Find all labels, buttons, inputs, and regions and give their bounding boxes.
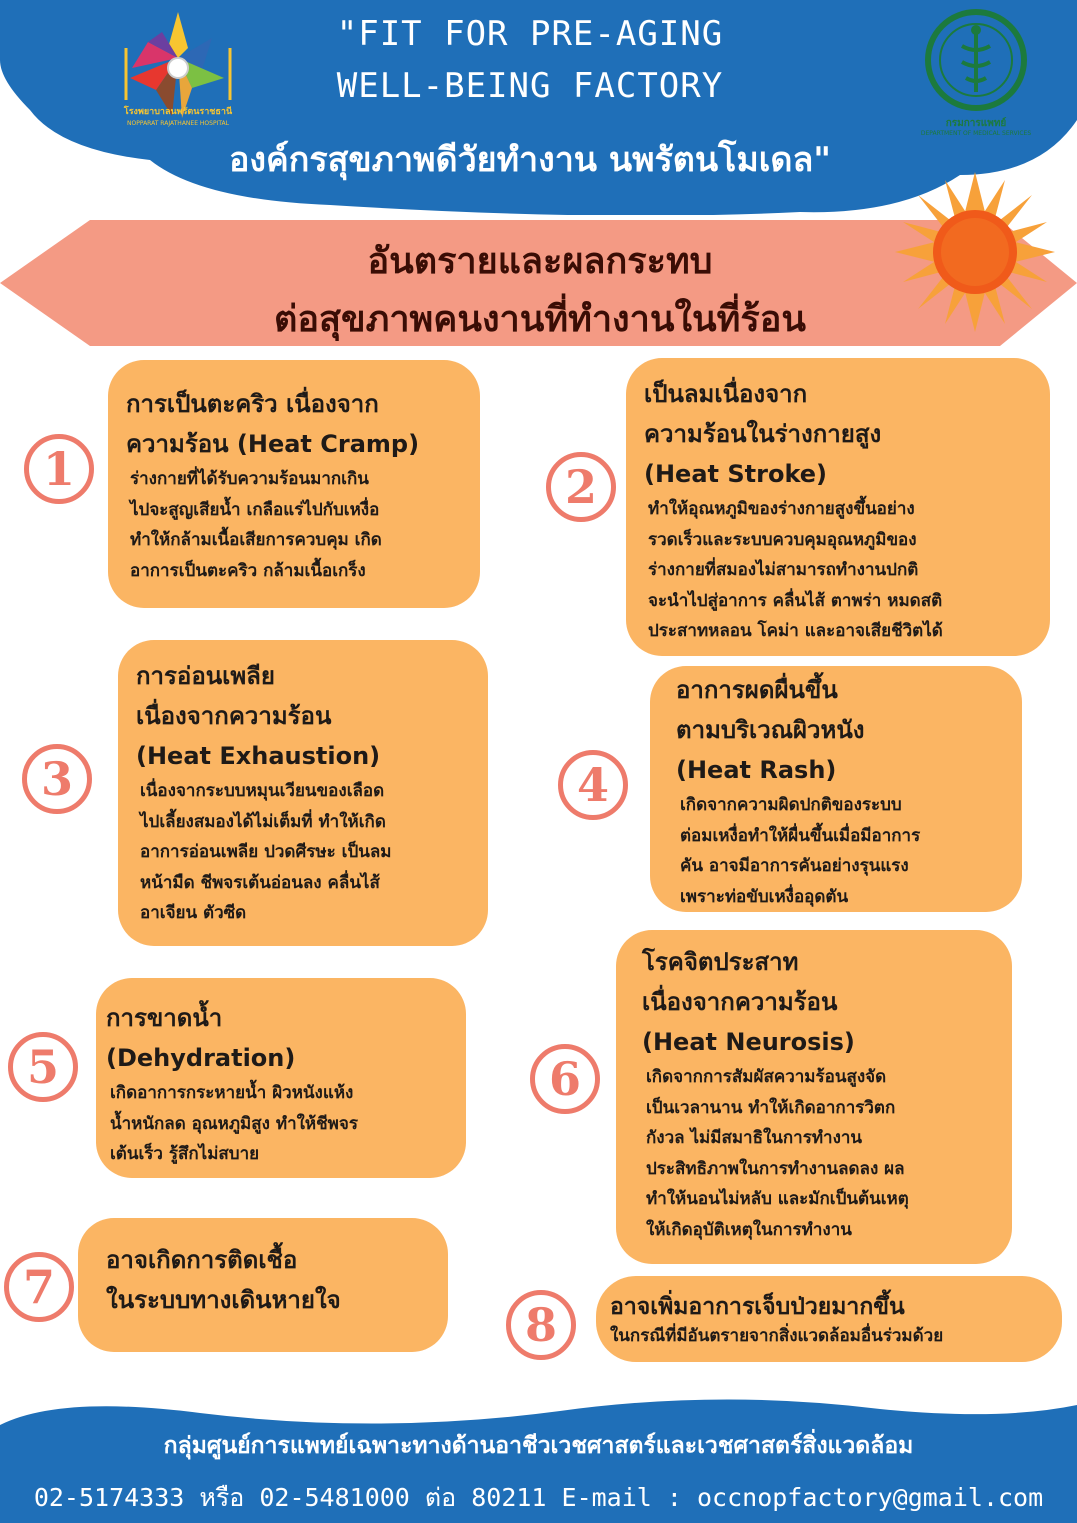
banner-title-line-2: ต่อสุขภาพคนงานที่ทำงานในที่ร้อน [274, 299, 806, 340]
hazard-card-body: ทำให้อุณหภูมิของร่างกายสูงขึ้นอย่าง รวดเร็วและระบบควบคุมอุณหภูมิของ ร่างกายที่สมองไม่สามารถทำงานปกติ จะนำไปสู่อาการ คลื่นไส้ ตาพร่า หมดสติ ประสาทหลอน โคม่า และอาจเสียชีวิตได้ [648, 499, 943, 641]
hazard-number-8: 8 [506, 1290, 576, 1360]
hazard-card-2 [626, 358, 1050, 656]
hazard-card-body: เกิดจากความผิดปกติของระบบ ต่อมเหงื่อทำให้ผื่นขึ้นเมื่อมีอาการ คัน อาจมีอาการคันอย่างรุนแรง เพราะท่อขับเหงื่ออุดตัน [680, 795, 921, 907]
hazard-card-title: การเป็นตะคริว เนื่องจาก ความร้อน (Heat Cramp) [126, 390, 420, 458]
hazard-card-title: อาการผดผื่นขึ้น ตามบริเวณผิวหนัง (Heat Rash) [676, 676, 865, 784]
hazard-card-title: อาจเกิดการติดเชื้อ ในระบบทางเดินหายใจ [106, 1246, 341, 1314]
footer-contact: 02-5174333 หรือ 02-5481000 ต่อ 80211 E-mail : occnopfactory@gmail.com [33, 1483, 1044, 1512]
header-title-line-2: WELL-BEING FACTORY [336, 66, 724, 106]
hazard-card-8 [596, 1276, 1062, 1362]
hazard-card-title: อาจเพิ่มอาการเจ็บป่วยมากขึ้น [610, 1294, 905, 1320]
department-logo-text: กรมการแพทย์ [945, 118, 1007, 129]
header-title-line-1: "FIT FOR PRE-AGING [336, 14, 724, 54]
hazard-number-2: 2 [546, 452, 616, 522]
hazard-card-body: เกิดอาการกระหายน้ำ ผิวหนังแห้ง น้ำหนักลด อุณหภูมิสูง ทำให้ชีพจร เต้นเร็ว รู้สึกไม่สบาย [110, 1083, 358, 1164]
hazard-card-title: เป็นลมเนื่องจาก ความร้อนในร่างกายสูง (Heat Stroke) [644, 380, 882, 488]
banner-title-line-1: อันตรายและผลกระทบ [367, 241, 713, 282]
hazard-card-5 [96, 978, 466, 1178]
hazard-card-4 [650, 666, 1022, 912]
hazard-number-3: 3 [22, 744, 92, 814]
footer-organization: กลุ่มศูนย์การแพทย์เฉพาะทางด้านอาชีวเวชศาสตร์และเวชศาสตร์สิ่งแวดล้อม [163, 1433, 914, 1459]
hazard-number-6: 6 [530, 1044, 600, 1114]
hazard-number-7: 7 [4, 1252, 74, 1322]
sun-icon [895, 172, 1055, 332]
hospital-logo [112, 8, 244, 134]
department-logo [912, 6, 1040, 140]
hazard-card-7 [78, 1218, 448, 1352]
hazard-card-body: เนื่องจากระบบหมุนเวียนของเลือด ไปเลี้ยงสมองได้ไม่เต็มที่ ทำให้เกิด อาการอ่อนเพลีย ปวดศีรษะ เป็นลม หน้ามืด ชีพจรเต้นอ่อนลง คลื่นไส้ อาเจียน ตัวซีด [140, 781, 392, 923]
hospital-logo-text: โรงพยาบาลนพรัตนราชธานี [123, 107, 233, 117]
department-logo-subtext: DEPARTMENT OF MEDICAL SERVICES [920, 130, 1032, 137]
hazard-card-body: ร่างกายที่ได้รับความร้อนมากเกิน ไปจะสูญเสียน้ำ เกลือแร่ไปกับเหงื่อ ทำให้กล้ามเนื้อเสียการควบคุม เกิด อาการเป็นตะคริว กล้ามเนื้อเกร็ง [130, 469, 382, 581]
hazard-card-3 [118, 640, 488, 946]
hazard-card-title: การขาดน้ำ (Dehydration) [106, 1004, 296, 1072]
hazard-card-title: การอ่อนเพลีย เนื่องจากความร้อน (Heat Exhaustion) [136, 662, 381, 770]
hazard-card-body: เกิดจากการสัมผัสความร้อนสูงจัด เป็นเวลานาน ทำให้เกิดอาการวิตก กังวล ไม่มีสมาธิในการทำงาน ประสิทธิภาพในการทำงานลดลง ผล ทำให้นอนไม่หลับ และมักเป็นต้นเหตุ ให้เกิดอุบัติเหตุในการทำงาน [646, 1067, 909, 1240]
hazard-card-1 [108, 360, 480, 608]
header-title-thai: องค์กรสุขภาพดีวัยทำงาน นพรัตนโมเดล" [228, 140, 832, 180]
hazard-number-1: 1 [24, 434, 94, 504]
hazard-card-title: โรคจิตประสาท เนื่องจากความร้อน (Heat Neurosis) [642, 948, 855, 1056]
hazard-number-4: 4 [558, 750, 628, 820]
hospital-logo-subtext: NOPPARAT RAJATHANEE HOSPITAL [127, 120, 229, 127]
hazard-card-6 [616, 930, 1012, 1264]
hazard-card-body: ในกรณีที่มีอันตรายจากสิ่งแวดล้อมอื่นร่วมด้วย [610, 1326, 944, 1346]
hazard-number-5: 5 [8, 1032, 78, 1102]
